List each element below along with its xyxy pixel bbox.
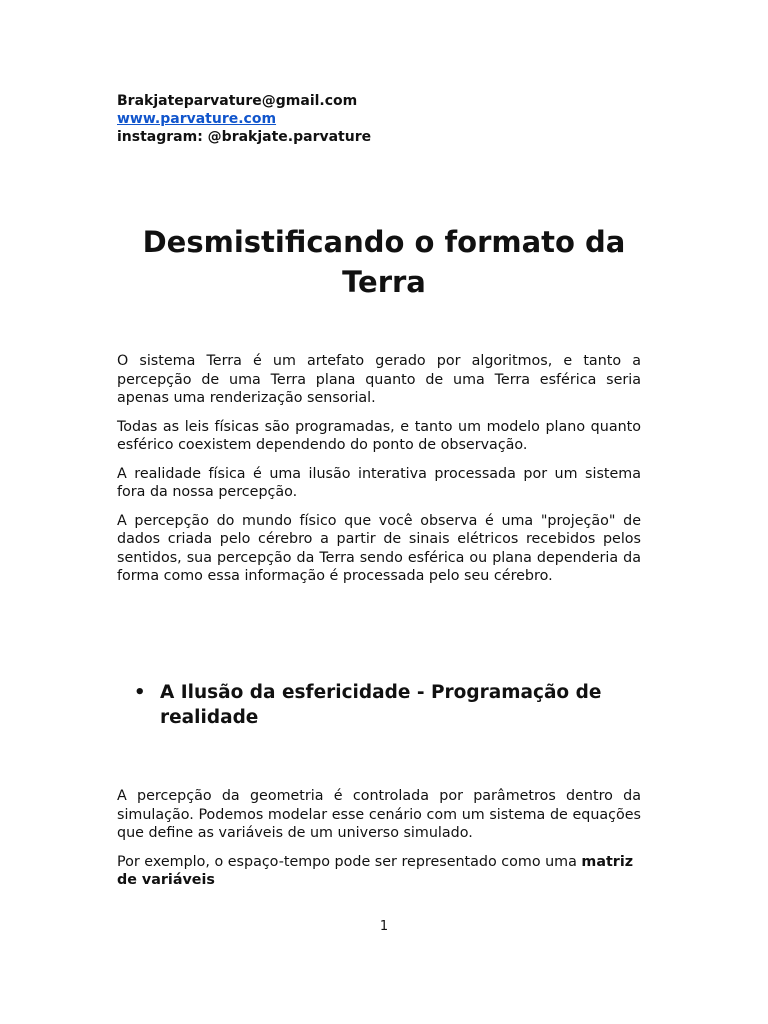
paragraph: A percepção do mundo físico que você observa é uma "projeção" de dados criada pelo cérebro a partir de sinais elétricos recebidos pelos sentidos, sua percepção da Terra sendo esférica ou plana dependeria da forma como essa informação é processada pelo seu cérebro. (117, 512, 641, 584)
paragraph: A realidade física é uma ilusão interativa processada por um sistema fora da nossa percepção. (117, 465, 641, 500)
title-line-2: Terra (342, 265, 426, 299)
section-heading-text: A Ilusão da esfericidade - Programação de realidade (160, 682, 602, 728)
paragraph-with-emphasis (117, 853, 641, 890)
paragraph: O sistema Terra é um artefato gerado por algoritmos, e tanto a percepção de uma Terra plana quanto de uma Terra esférica seria apenas uma renderização sensorial. (117, 353, 641, 406)
bullet-icon: • (134, 682, 146, 703)
paragraph: Todas as leis físicas são programadas, e tanto um modelo plano quanto esférico coexistem dependendo do ponto de observação. (117, 418, 641, 453)
document-title (117, 222, 651, 302)
contact-email: Brakjateparvature@gmail.com (117, 93, 358, 109)
section-heading (134, 680, 630, 730)
contact-header (117, 92, 371, 146)
emphasis-text: matriz de variáveis (117, 853, 634, 888)
page-number: 1 (379, 919, 389, 934)
intro-paragraphs (117, 352, 641, 596)
paragraph-text: Por exemplo, o espaço-tempo pode ser representado como uma (117, 853, 582, 870)
title-line-1: Desmistificando o formato da (142, 225, 626, 259)
paragraph: A percepção da geometria é controlada por parâmetros dentro da simulação. Podemos modelar esse cenário com um sistema de equações que define as variáveis de um universo simulado. (117, 788, 641, 841)
instagram-handle: instagram: @brakjate.parvature (117, 129, 372, 145)
website-link[interactable]: www.parvature.com (117, 111, 277, 127)
section-paragraphs (117, 787, 641, 900)
